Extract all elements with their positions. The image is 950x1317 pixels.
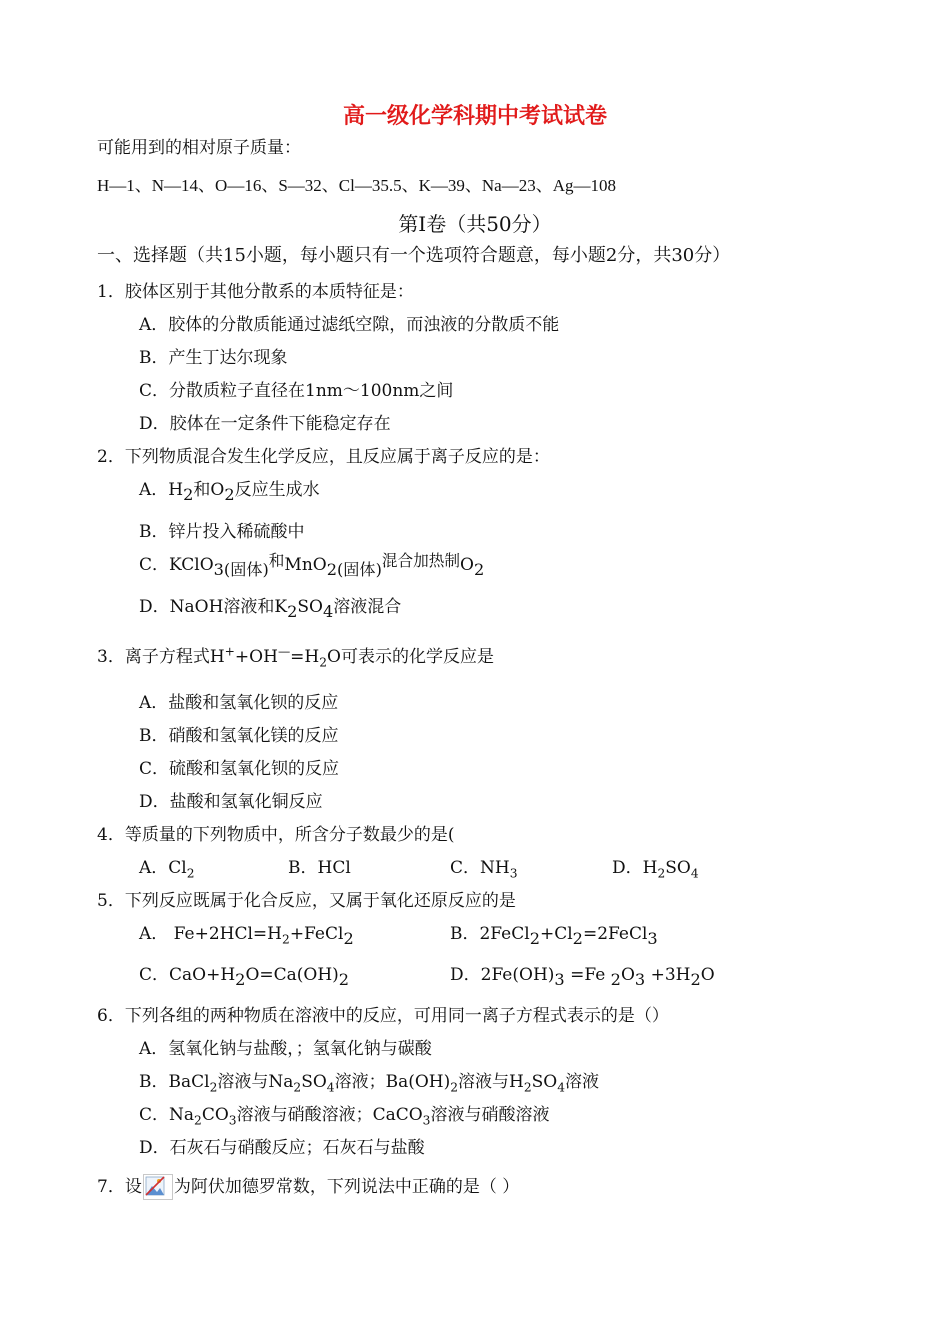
question-4-option-a: A．$Cl_2$: [139, 858, 195, 881]
question-4-stem: 4．等质量的下列物质中，所含分子数最少的是(: [97, 825, 455, 845]
question-6-option-c: C．$Na_2CO_3$溶液与硝酸溶液；CaCO$_3$溶液与硝酸溶液: [139, 1105, 550, 1128]
section-one-heading: 一、选择题（共15小题，每小题只有一个选项符合题意，每小题2分，共30分）: [97, 245, 731, 266]
question-3-option-c: C．硫酸和氢氧化钡的反应: [139, 759, 340, 779]
question-2-option-d: D．NaOH溶液和$K_2SO_4$溶液混合: [139, 597, 402, 621]
question-7-stem: 7．设 为阿伏加德罗常数，下列说法中正确的是（ ）: [97, 1174, 519, 1200]
question-6-stem: 6．下列各组的两种物质在溶液中的反应，可用同一离子方程式表示的是（）: [97, 1006, 669, 1026]
question-5-option-c: C．$CaO+H_2O=Ca(OH)_2$: [139, 965, 350, 989]
question-3-option-a: A．盐酸和氢氧化钡的反应: [139, 693, 339, 713]
question-5-option-b: B．$2FeCl_2+Cl_2=2FeCl_3$: [450, 924, 658, 948]
question-6-option-d: D．石灰石与硝酸反应；石灰石与盐酸: [139, 1138, 425, 1158]
question-2-option-b: B．锌片投入稀硫酸中: [139, 522, 305, 542]
question-1-option-b: B．产生丁达尔现象: [139, 348, 288, 368]
question-4-option-d: D．$H_2SO_4$: [612, 858, 699, 881]
exam-title: 高一级化学科期中考试试卷: [342, 103, 607, 129]
question-2-option-a: A．$H_2$和$O_2$反应生成水: [139, 480, 320, 504]
question-1-option-a: A．胶体的分散质能通过滤纸空隙，而浊液的分散质不能: [139, 315, 560, 335]
atomic-mass-intro: 可能用到的相对原子质量：: [97, 138, 301, 158]
question-3-option-d: D．盐酸和氢氧化铜反应: [139, 792, 323, 812]
question-6-option-a: A．氢氧化钠与盐酸，；氢氧化钠与碳酸: [139, 1039, 432, 1059]
question-3-option-b: B．硝酸和氢氧化镁的反应: [139, 726, 339, 746]
part-one-title: 第Ⅰ卷（共50分）: [398, 212, 552, 236]
question-1-option-c: C．分散质粒子直径在1nm～100nm之间: [139, 381, 454, 401]
broken-image-icon: [143, 1174, 173, 1200]
question-1-stem: 1．胶体区别于其他分散系的本质特征是：: [97, 282, 414, 302]
question-6-option-b: B．BaCl$_2$溶液与$Na_2SO_4$溶液；$Ba(OH)_2$溶液与$H_2SO_4$溶液: [139, 1072, 600, 1095]
question-4-option-c: C．$NH_3$: [450, 858, 518, 881]
question-4-option-b: B．HCl: [288, 858, 351, 878]
question-5-option-d: D．$2Fe(OH)_3 =Fe$ $_2O_3 +3H_2O$: [450, 965, 715, 989]
question-5-stem: 5．下列反应既属于化合反应，又属于氧化还原反应的是: [97, 891, 516, 911]
question-3-stem: 3．离子方程式$H^++OH^—=H_2O$可表示的化学反应是: [97, 644, 494, 670]
atomic-mass-values: H—1、N—14、O—16、S—32、Cl—35.5、K—39、Na—23、Ag—108: [97, 176, 616, 195]
question-2-stem: 2．下列物质混合发生化学反应，且反应属于离子反应的是：: [97, 447, 550, 467]
question-5-option-a: A． $Fe+2HCl=H_2+FeCl_2$: [139, 924, 354, 948]
question-1-option-d: D．胶体在一定条件下能稳定存在: [139, 414, 391, 434]
question-2-option-c: C．$KClO_{3(固体)}^和MnO_{2(固体)}^{混合加热制}O_2$: [139, 551, 485, 579]
